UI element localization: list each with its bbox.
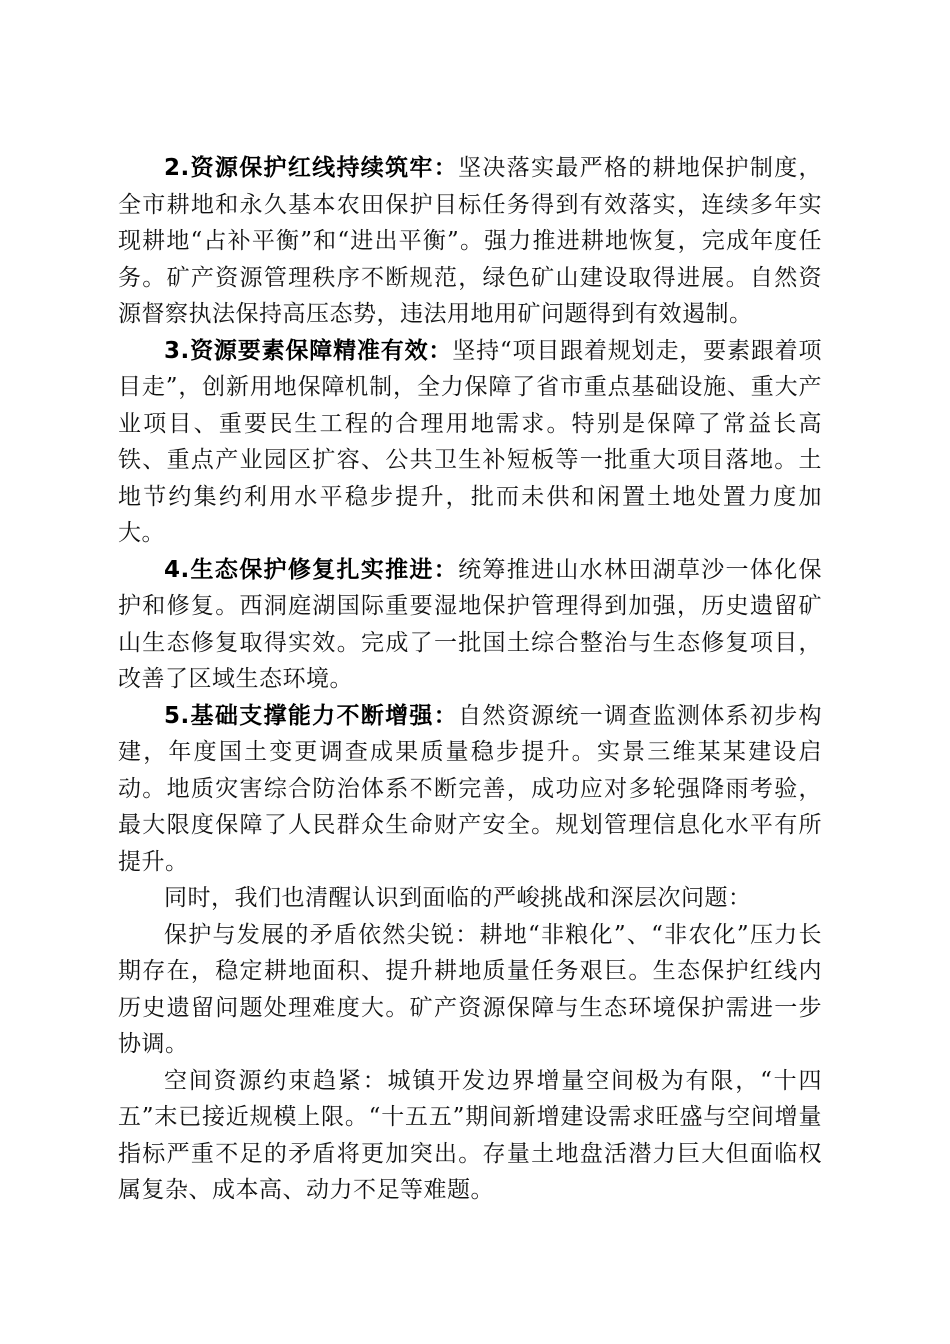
paragraph-text: 坚持“项目跟着规划走，要素跟着项目走”，创新用地保障机制，全力保障了省市重点基础设施、重大产业项目、重要民生工程的合理用地需求。特别是保障了常益长高铁、重点产业园区扩容、公共卫生补短板等一批重大项目落地。土地节约集约利用水平稳步提升，批而未供和闲置土地处置力度加大。 bbox=[118, 337, 822, 546]
paragraph-ecological-restoration bbox=[118, 552, 822, 698]
paragraph-space-constraint: 空间资源约束趋紧：城镇开发边界增量空间极为有限，“十四五”末已接近规模上限。“十五五”期间新增建设需求旺盛与空间增量指标严重不足的矛盾将更加突出。存量土地盘活潜力巨大但面临权属复杂、成本高、动力不足等难题。 bbox=[118, 1067, 822, 1203]
paragraph-heading: 3.资源要素保障精准有效： bbox=[164, 337, 453, 364]
paragraph-resource-protection bbox=[118, 150, 822, 333]
paragraph-heading: 5.基础支撑能力不断增强： bbox=[164, 702, 459, 729]
paragraph-basic-support bbox=[118, 698, 822, 881]
paragraph-text: 自然资源统一调查监测体系初步构建，年度国土变更调查成果质量稳步提升。实景三维某某建设启动。地质灾害综合防治体系不断完善，成功应对多轮强降雨考验，最大限度保障了人民群众生命财产安全。规划管理信息化水平有所提升。 bbox=[118, 702, 823, 875]
paragraph-protection-development-conflict: 保护与发展的矛盾依然尖锐：耕地“非粮化”、“非农化”压力长期存在，稳定耕地面积、提升耕地质量任务艰巨。生态保护红线内历史遗留问题处理难度大。矿产资源保障与生态环境保护需进一步协调。 bbox=[118, 921, 822, 1057]
paragraph-text: 统筹推进山水林田湖草沙一体化保护和修复。西洞庭湖国际重要湿地保护管理得到加强，历史遗留矿山生态修复取得实效。完成了一批国土综合整治与生态修复项目，改善了区域生态环境。 bbox=[118, 556, 823, 692]
paragraph-heading: 2.资源保护红线持续筑牢： bbox=[164, 155, 459, 181]
paragraph-resource-guarantee bbox=[118, 333, 822, 552]
paragraph-text: 坚决落实最严格的耕地保护制度，全市耕地和永久基本农田保护目标任务得到有效落实，连续多年实现耕地“占补平衡”和“进出平衡”。强力推进耕地恢复，完成年度任务。矿产资源管理秩序不断规范，绿色矿山建设取得进展。自然资源督察执法保持高压态势，违法用地用矿问题得到有效遏制。 bbox=[118, 155, 823, 327]
paragraph-heading: 4.生态保护修复扎实推进： bbox=[164, 556, 459, 583]
paragraph-challenges-intro: 同时，我们也清醒认识到面临的严峻挑战和深层次问题： bbox=[164, 885, 752, 911]
document-body bbox=[118, 150, 822, 1209]
